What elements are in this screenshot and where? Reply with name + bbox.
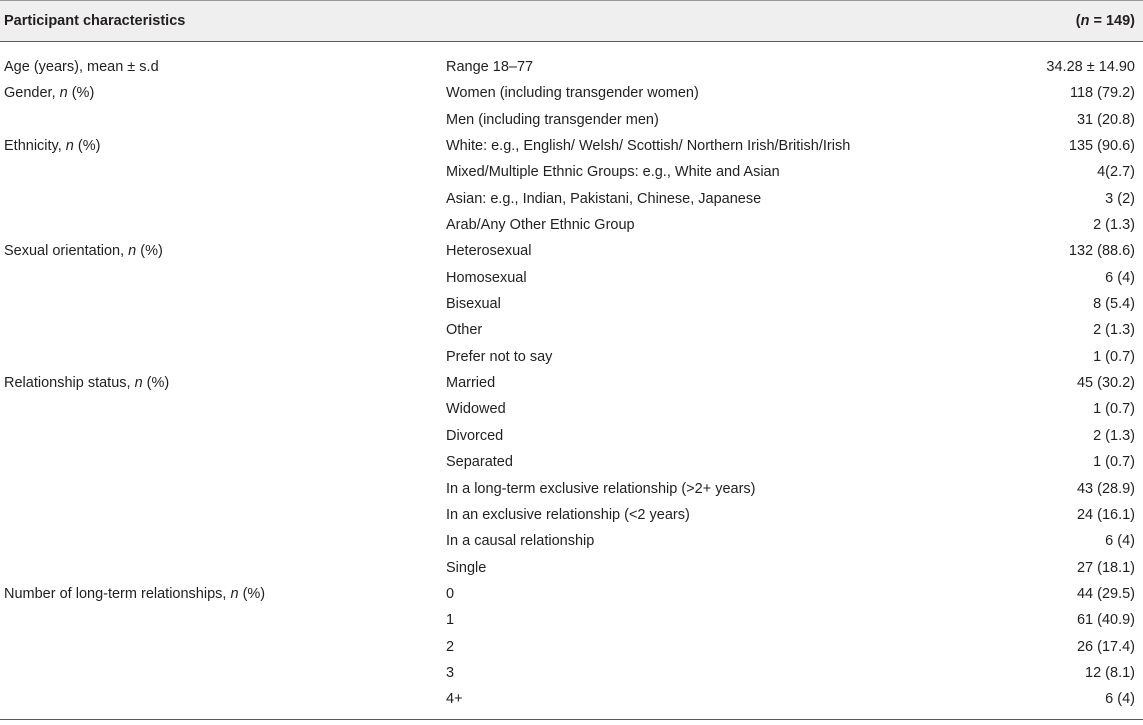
- characteristic-text: Sexual orientation,: [4, 243, 129, 260]
- table-row: [0, 186, 1143, 212]
- category-cell: Arab/Any Other Ethnic Group: [446, 217, 635, 234]
- table-row: [0, 528, 1143, 554]
- table-row: [0, 396, 1143, 422]
- category-cell: Prefer not to say: [446, 348, 553, 365]
- value-cell: 6 (4): [1105, 269, 1135, 286]
- table-row: [0, 370, 1143, 396]
- value-cell: 2 (1.3): [1093, 322, 1135, 339]
- value-cell: 34.28 ± 14.90: [1046, 59, 1135, 75]
- category-cell: Asian: e.g., Indian, Pakistani, Chinese, Japanese: [446, 190, 762, 207]
- characteristic-text: n: [128, 243, 137, 260]
- table-row: [0, 291, 1143, 317]
- category-cell: 0: [446, 585, 455, 602]
- value-cell: 43 (28.9): [1076, 480, 1135, 497]
- value-cell: 6 (4): [1105, 691, 1135, 708]
- table-row: [0, 317, 1143, 343]
- category-cell: In a long-term exclusive relationship (>2+ years): [446, 480, 756, 497]
- value-cell: 4(2.7): [1097, 164, 1135, 181]
- characteristic-text: Number of long-term relationships,: [4, 585, 231, 602]
- table-row: [0, 502, 1143, 528]
- table-row: [0, 212, 1143, 238]
- value-cell: 45 (30.2): [1076, 375, 1135, 392]
- header-participant-characteristics: Participant characteristics: [4, 13, 186, 29]
- value-cell: 27 (18.1): [1076, 559, 1135, 576]
- table-row: [0, 660, 1143, 686]
- table-row: [0, 133, 1143, 159]
- value-cell: 1 (0.7): [1093, 348, 1135, 365]
- table-row: [0, 555, 1143, 581]
- value-cell: 8 (5.4): [1093, 296, 1135, 313]
- characteristic-cell: [4, 80, 94, 106]
- characteristic-text: Age (years), mean ± s.d: [4, 59, 159, 75]
- value-cell: 118 (79.2): [1069, 85, 1135, 102]
- header-sample-size-n: n: [1080, 13, 1090, 29]
- value-cell: 12 (8.1): [1085, 664, 1135, 681]
- value-cell: 26 (17.4): [1076, 638, 1135, 655]
- value-cell: 3 (2): [1105, 190, 1135, 207]
- table-row: [0, 581, 1143, 607]
- characteristic-text: Relationship status,: [4, 375, 135, 392]
- characteristic-cell: [4, 54, 159, 80]
- table-row: [0, 80, 1143, 106]
- characteristic-text: (%): [238, 585, 266, 602]
- value-cell: 2 (1.3): [1093, 427, 1135, 444]
- category-cell: Other: [446, 322, 483, 339]
- table-row: [0, 476, 1143, 502]
- category-cell: 3: [446, 664, 455, 681]
- value-cell: 1 (0.7): [1093, 401, 1135, 418]
- table-row: [0, 54, 1143, 80]
- characteristic-cell: [4, 133, 100, 159]
- value-cell: 1 (0.7): [1093, 454, 1135, 471]
- category-cell: Single: [446, 559, 487, 576]
- header-sample-size: [1076, 13, 1135, 29]
- category-cell: 2: [446, 638, 455, 655]
- category-cell: Bisexual: [446, 296, 501, 313]
- characteristic-text: n: [230, 585, 239, 602]
- characteristic-text: (%): [136, 243, 163, 260]
- category-cell: In a causal relationship: [446, 533, 595, 550]
- characteristic-cell: [4, 238, 163, 264]
- header-sample-size-open: (: [1075, 13, 1081, 29]
- category-cell: Men (including transgender men): [446, 111, 659, 128]
- table-row: [0, 107, 1143, 133]
- characteristic-cell: [4, 370, 169, 396]
- category-cell: 1: [446, 612, 455, 629]
- value-cell: 6 (4): [1105, 533, 1135, 550]
- table-body: [0, 42, 1143, 720]
- category-cell: White: e.g., English/ Welsh/ Scottish/ Northern Irish/British/Irish: [446, 138, 851, 155]
- category-cell: Range 18–77: [446, 59, 534, 75]
- table-row: [0, 423, 1143, 449]
- category-cell: Widowed: [446, 401, 506, 418]
- table-row: [0, 607, 1143, 633]
- category-cell: Heterosexual: [446, 243, 532, 260]
- characteristic-text: (%): [142, 375, 170, 392]
- table-row: [0, 449, 1143, 475]
- category-cell: Women (including transgender women): [446, 85, 699, 102]
- value-cell: 61 (40.9): [1076, 612, 1135, 629]
- category-cell: Married: [446, 375, 496, 392]
- characteristic-cell: [4, 581, 265, 607]
- characteristic-text: n: [65, 138, 74, 155]
- characteristic-text: (%): [73, 138, 101, 155]
- category-cell: In an exclusive relationship (<2 years): [446, 506, 690, 523]
- table-row: [0, 344, 1143, 370]
- category-cell: Separated: [446, 454, 513, 471]
- category-cell: Divorced: [446, 427, 504, 444]
- value-cell: 135 (90.6): [1068, 138, 1135, 155]
- value-cell: 44 (29.5): [1076, 585, 1135, 602]
- category-cell: Homosexual: [446, 269, 527, 286]
- value-cell: 24 (16.1): [1076, 506, 1135, 523]
- value-cell: 2 (1.3): [1093, 217, 1135, 234]
- characteristic-text: Ethnicity,: [4, 138, 66, 155]
- category-cell: Mixed/Multiple Ethnic Groups: e.g., White and Asian: [446, 164, 780, 181]
- header-sample-size-rest: = 149): [1089, 13, 1135, 29]
- category-cell: 4+: [446, 691, 463, 708]
- table-row: [0, 634, 1143, 660]
- characteristic-text: Gender,: [4, 85, 60, 102]
- table-row: [0, 265, 1143, 291]
- characteristic-text: n: [134, 375, 143, 392]
- table-row: [0, 159, 1143, 185]
- value-cell: 132 (88.6): [1068, 243, 1135, 260]
- table-header: [0, 0, 1143, 42]
- characteristic-text: n: [59, 85, 68, 102]
- characteristic-text: (%): [67, 85, 95, 102]
- value-cell: 31 (20.8): [1076, 111, 1135, 128]
- table-row: [0, 238, 1143, 264]
- table-row: [0, 686, 1143, 712]
